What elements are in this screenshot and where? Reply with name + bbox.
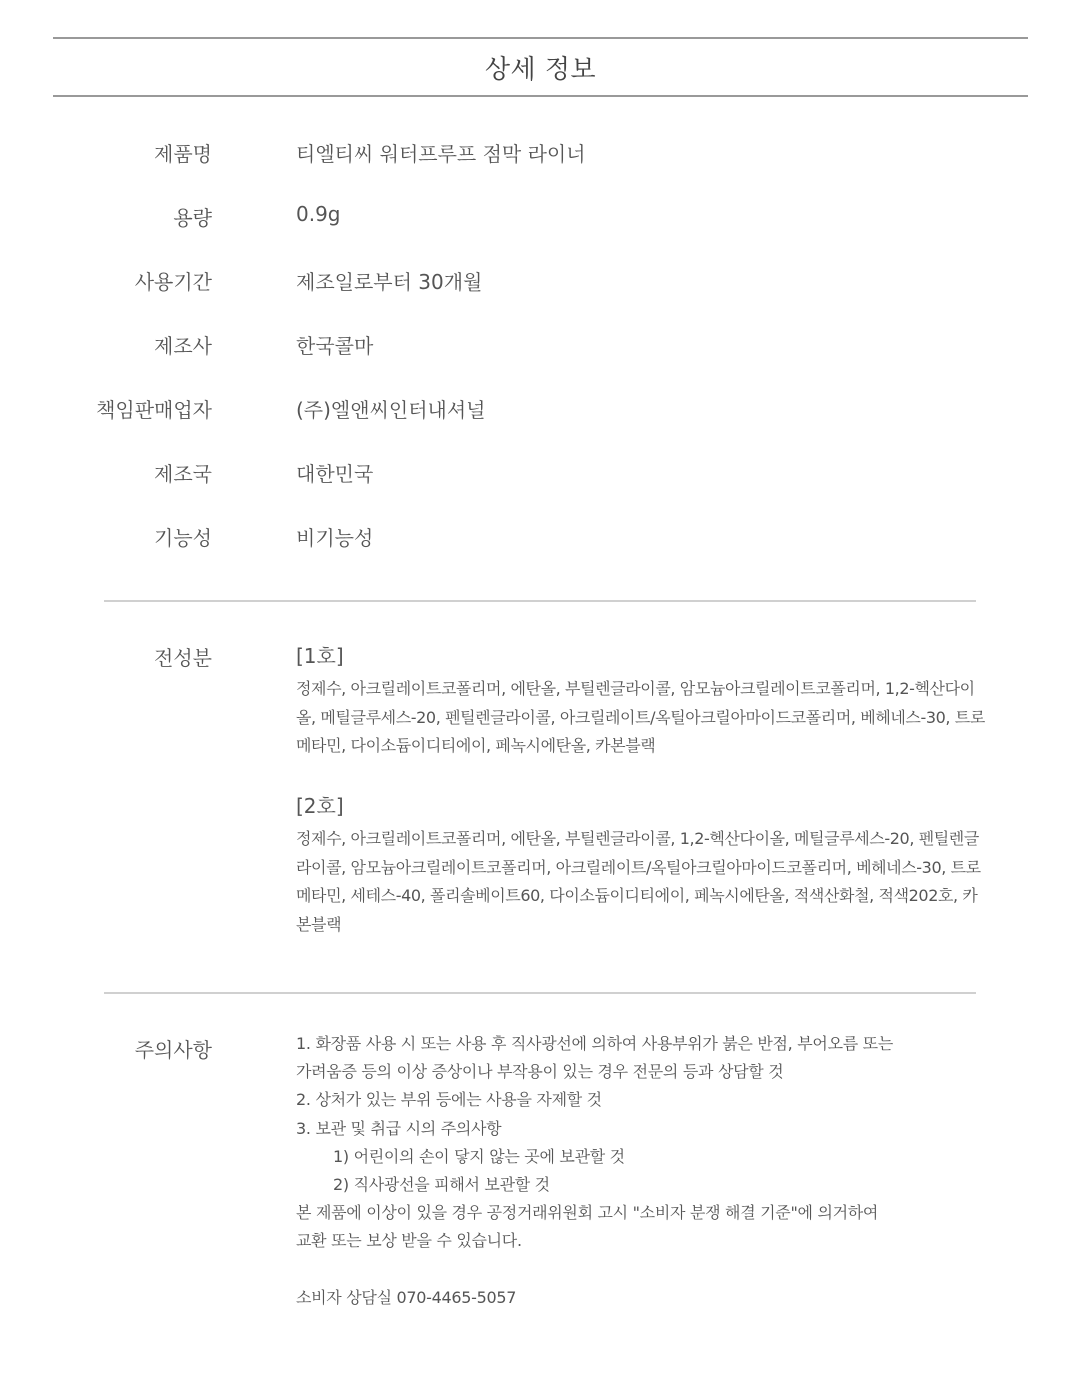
ingredient-group-2 [296, 790, 986, 939]
caution-line: 가려움증 등의 이상 증상이나 부작용이 있는 경우 전문의 등과 상담할 것 [296, 1062, 784, 1082]
spec-label: 기능성 [154, 526, 212, 550]
spec-row-capacity [0, 186, 1080, 250]
spec-label: 제조국 [154, 462, 212, 486]
ingredient-list-text: 정제수, 아크릴레이트코폴리머, 에탄올, 부틸렌글라이콜, 암모늄아크릴레이트코폴리머, 1,2-헥산다이올, 메틸글루세스-20, 펜틸렌글라이콜, 아크릴레이트/옥틸아크릴아마이드코폴리머, 베헤네스-30, 트로메타민, 다이소듐이디티에이, 페녹시에탄올, 카본블랙 [296, 679, 985, 755]
caution-line: 본 제품에 이상이 있을 경우 공정거래위원회 고시 "소비자 분쟁 해결 기준"에 의거하여 [296, 1203, 879, 1223]
caution-line: 3. 보관 및 취급 시의 주의사항 [296, 1118, 502, 1138]
detail-header [53, 37, 1028, 97]
spec-value: 한국콜마 [296, 334, 374, 358]
caution-line: 2. 상처가 있는 부위 등에는 사용을 자제할 것 [296, 1090, 602, 1110]
spec-row-country [0, 442, 1080, 506]
ingredient-list-text: 정제수, 아크릴레이트코폴리머, 에탄올, 부틸렌글라이콜, 1,2-헥산다이올, 메틸글루세스-20, 펜틸렌글라이콜, 암모늄아크릴레이트코폴리머, 아크릴레이트/옥틸아크릴아마이드코폴리머, 베헤네스-30, 트로메타민, 세테스-40, 폴리솔베이트60, 다이소듐이디티에이, 페녹시에탄올, 적색산화철, 적색202호, 카본블랙 [296, 829, 981, 934]
ingredients-label: 전성분 [154, 646, 212, 670]
spec-row-manufacturer [0, 314, 1080, 378]
spec-row-product-name [0, 122, 1080, 186]
ingredient-group-title: [2호] [296, 794, 344, 818]
caution-line: 교환 또는 보상 받을 수 있습니다. [296, 1231, 522, 1251]
cautions-text-block [296, 1030, 976, 1312]
spec-label: 제조사 [154, 334, 212, 358]
cautions-label: 주의사항 [134, 1038, 212, 1062]
spec-row-functionality [0, 506, 1080, 570]
spec-row-usage-period [0, 250, 1080, 314]
ingredient-group-title: [1호] [296, 644, 344, 668]
section-divider [104, 992, 976, 994]
spec-value: 티엘티씨 워터프루프 점막 라이너 [296, 142, 586, 166]
spec-label: 제품명 [154, 142, 212, 166]
spec-row-responsible-seller [0, 378, 1080, 442]
caution-line: 1) 어린이의 손이 닿지 않는 곳에 보관할 것 [333, 1146, 625, 1166]
spec-label: 사용기간 [134, 270, 212, 294]
spec-value: 대한민국 [296, 462, 374, 486]
spec-table [0, 122, 1080, 570]
spec-value: 비기능성 [296, 526, 374, 550]
section-divider [104, 600, 976, 602]
spec-label: 용량 [173, 206, 212, 230]
spec-value: 제조일로부터 30개월 [296, 270, 483, 294]
ingredient-group-1 [296, 640, 986, 761]
caution-line: 2) 직사광선을 피해서 보관할 것 [333, 1175, 550, 1195]
spec-label: 책임판매업자 [96, 398, 212, 422]
customer-service-phone: 소비자 상담실 070-4465-5057 [296, 1287, 517, 1307]
spec-value: (주)엘앤씨인터내셔널 [296, 398, 486, 422]
page-title: 상세 정보 [484, 54, 597, 85]
caution-line: 1. 화장품 사용 시 또는 사용 후 직사광선에 의하여 사용부위가 붉은 반점, 부어오름 또는 [296, 1034, 893, 1053]
spec-value: 0.9g [296, 202, 341, 226]
